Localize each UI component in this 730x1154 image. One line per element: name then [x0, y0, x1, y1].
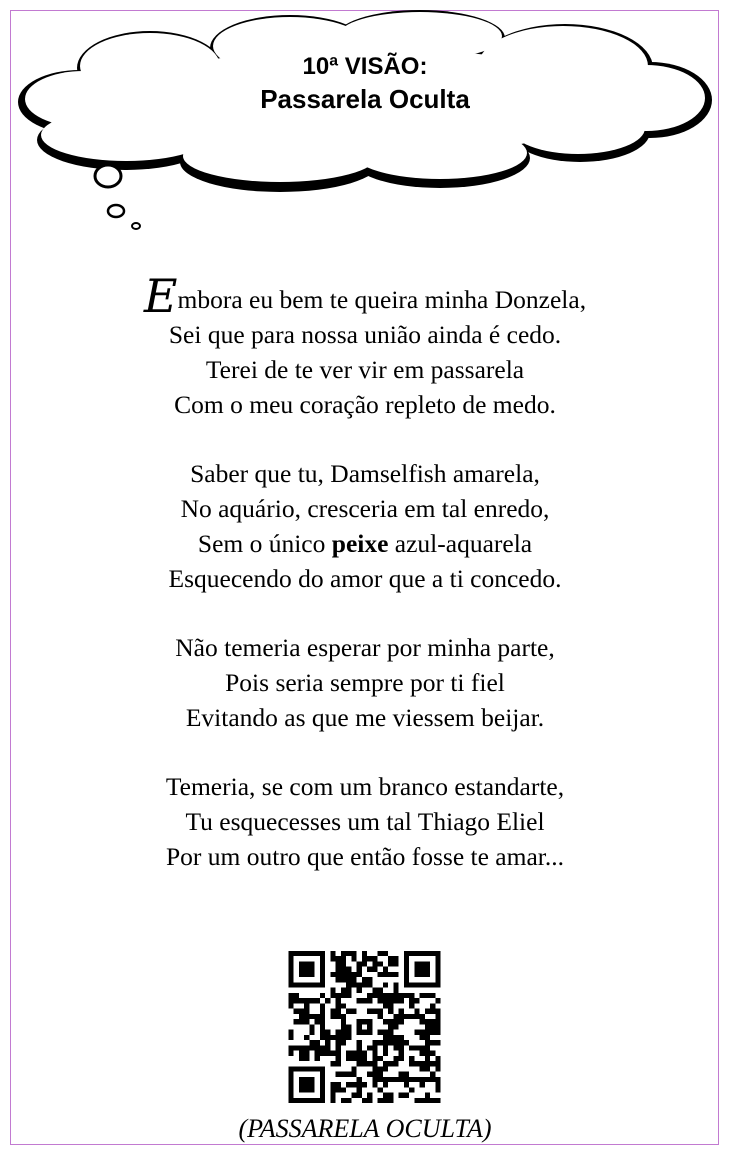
bold-word: peixe: [331, 529, 389, 558]
poem-line: [40, 269, 690, 323]
caption: (PASSARELA OCULTA): [238, 1114, 492, 1143]
poem: [40, 269, 690, 908]
stanza-3: [40, 630, 690, 735]
poem-line: Sei que para nossa união ainda é cedo.: [168, 320, 562, 349]
poem-line: [40, 526, 690, 561]
poem-line-text: Sem o único: [197, 529, 332, 558]
poem-line: Não temeria esperar por minha parte,: [175, 633, 555, 662]
poem-line: Saber que tu, Damselfish amarela,: [190, 459, 540, 488]
stanza-2: [40, 456, 690, 596]
thought-cloud: [0, 0, 730, 240]
poem-line: Temeria, se com um branco estandarte,: [165, 772, 565, 801]
poem-line: Esquecendo do amor que a ti concedo.: [168, 564, 562, 593]
poem-line: Tu esquecesses um tal Thiago Eliel: [185, 807, 545, 836]
poem-line: Pois seria sempre por ti fiel: [225, 668, 505, 697]
title: [165, 52, 565, 116]
qr-code[interactable]: [287, 951, 442, 1103]
stanza-4: [40, 769, 690, 874]
poem-line: Terei de te ver vir em passarela: [205, 355, 525, 384]
title-line-2: Passarela Oculta: [260, 84, 470, 114]
stanza-1: [40, 269, 690, 422]
poem-line: Com o meu coração repleto de medo.: [174, 390, 556, 419]
poem-line-text: azul-aquarela: [388, 529, 533, 558]
poem-line: Por um outro que então fosse te amar...: [166, 842, 564, 871]
poem-line: Evitando as que me viessem beijar.: [185, 703, 545, 732]
title-line-1: 10ª VISÃO:: [302, 53, 428, 80]
drop-cap: E: [143, 269, 178, 323]
poem-line: No aquário, cresceria em tal enredo,: [180, 494, 550, 523]
poem-line-text: mbora eu bem te queira minha Donzela,: [177, 285, 587, 314]
